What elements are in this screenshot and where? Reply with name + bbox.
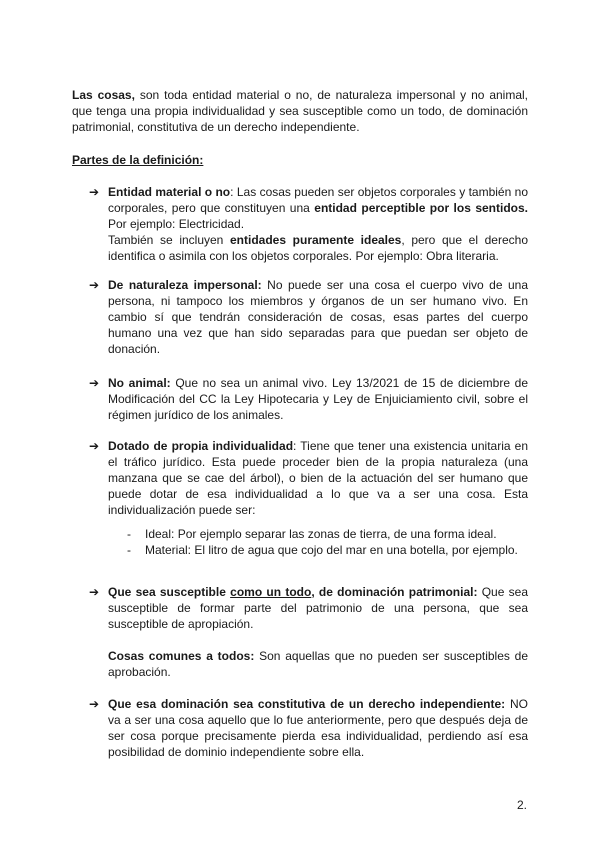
sub-item-text: Ideal: Por ejemplo separar las zonas de tierra, de una forma ideal. xyxy=(145,527,497,541)
arrow-bullet-icon: ➔ xyxy=(89,376,100,390)
definition-item-derecho xyxy=(89,696,528,760)
note-paragraph xyxy=(108,648,528,680)
item-paragraph xyxy=(108,584,528,632)
definition-item-material xyxy=(89,184,528,264)
arrow-bullet-icon: ➔ xyxy=(89,585,100,599)
item-title: Que esa dominación sea constitutiva de un derecho independiente: xyxy=(108,697,506,711)
definition-item-susceptible xyxy=(89,584,528,632)
dash-bullet: - xyxy=(127,527,131,541)
item-text: Que no sea un animal vivo. Ley 13/2021 de 15 de diciembre de Modificación del CC la Ley Hipotecaria y Ley de Enjuiciamiento civil, sobre el régimen jurídico de los animales. xyxy=(108,376,529,422)
item-paragraph xyxy=(108,438,528,518)
intro-lead: Las cosas, xyxy=(72,88,135,102)
item-text: No puede ser una cosa el cuerpo vivo de una persona, ni tampoco los miembros y órganos de un ser humano vivo. En cambio sí que tendrán consideración de cosas, esas partes del cuerpo humano una vez que han sido separadas para que puedan ser objeto de donación. xyxy=(108,278,528,356)
item-title-part: , de dominación patrimonial: xyxy=(311,585,478,599)
item-emphasis: entidades puramente ideales xyxy=(230,233,402,247)
arrow-bullet-icon: ➔ xyxy=(89,185,100,199)
sub-list-item xyxy=(108,526,528,542)
arrow-bullet-icon: ➔ xyxy=(89,697,100,711)
item-title-underlined: como un todo xyxy=(230,585,312,599)
item-title xyxy=(108,585,477,599)
item-title: No animal: xyxy=(108,376,171,390)
arrow-bullet-icon: ➔ xyxy=(89,278,100,292)
item-paragraph xyxy=(108,375,528,423)
item-paragraph xyxy=(108,696,528,760)
definition-item-individualidad xyxy=(89,438,528,558)
intro-text: son toda entidad material o no, de naturaleza impersonal y no animal, que tenga una propia individualidad y sea susceptible como un todo, de dominación patrimonial, constitutiva de un derecho independiente. xyxy=(72,88,529,134)
item-text: NO va a ser una cosa aquello que lo fue anteriormente, pero que después deja de ser cosa porque precisamente pierda esa individualidad, perdiendo así esa posibilidad de dominio independiente sobre ella. xyxy=(108,697,528,759)
note-title: Cosas comunes a todos: xyxy=(108,649,255,663)
item-title: Entidad material o no xyxy=(108,185,231,199)
page-number: 2. xyxy=(516,798,527,812)
note-text: Son aquellas que no pueden ser susceptibles de aprobación. xyxy=(108,649,528,679)
item-text: Que sea susceptible de formar parte del patrimonio de una persona, que sea susceptible de apropiación. xyxy=(108,585,528,631)
item-title: De naturaleza impersonal: xyxy=(108,278,262,292)
item-emphasis: entidad perceptible por los sentidos. xyxy=(314,201,529,215)
item-text: : Tiene que tener una existencia unitaria en el tráfico jurídico. Esta puede proceder bien de la propia naturaleza (una manzana que se cae del árbol), o bien de la actuación del ser humano que puede dotar de esa individualidad a lo que va a ser una cosa. Esta individualización puede ser: xyxy=(108,439,528,517)
intro-paragraph xyxy=(72,87,528,135)
sub-item-text: Material: El litro de agua que cojo del mar en una botella, por ejemplo. xyxy=(145,543,518,557)
item-title: Dotado de propia individualidad xyxy=(108,439,294,453)
definition-item-impersonal xyxy=(89,277,528,357)
item-paragraph xyxy=(108,277,528,357)
item-paragraph xyxy=(108,184,528,232)
item-text: Por ejemplo: Electricidad. xyxy=(108,217,245,231)
definition-item-no-animal xyxy=(89,375,528,423)
dash-bullet: - xyxy=(127,543,131,557)
sub-list-item xyxy=(108,542,528,558)
sub-list xyxy=(108,526,528,558)
arrow-bullet-icon: ➔ xyxy=(89,439,100,453)
item-text: : Las cosas pueden ser objetos corporales y también no corporales, pero que constituyen una xyxy=(108,185,529,215)
item-title-part: Que sea susceptible xyxy=(108,585,231,599)
section-heading: Partes de la definición: xyxy=(72,153,204,167)
item-text: También se incluyen xyxy=(108,233,230,247)
item-paragraph xyxy=(108,232,528,264)
item-text: , pero que el derecho identifica o asimila con los objetos corporales. Por ejemplo: Obra literaria. xyxy=(108,233,528,263)
